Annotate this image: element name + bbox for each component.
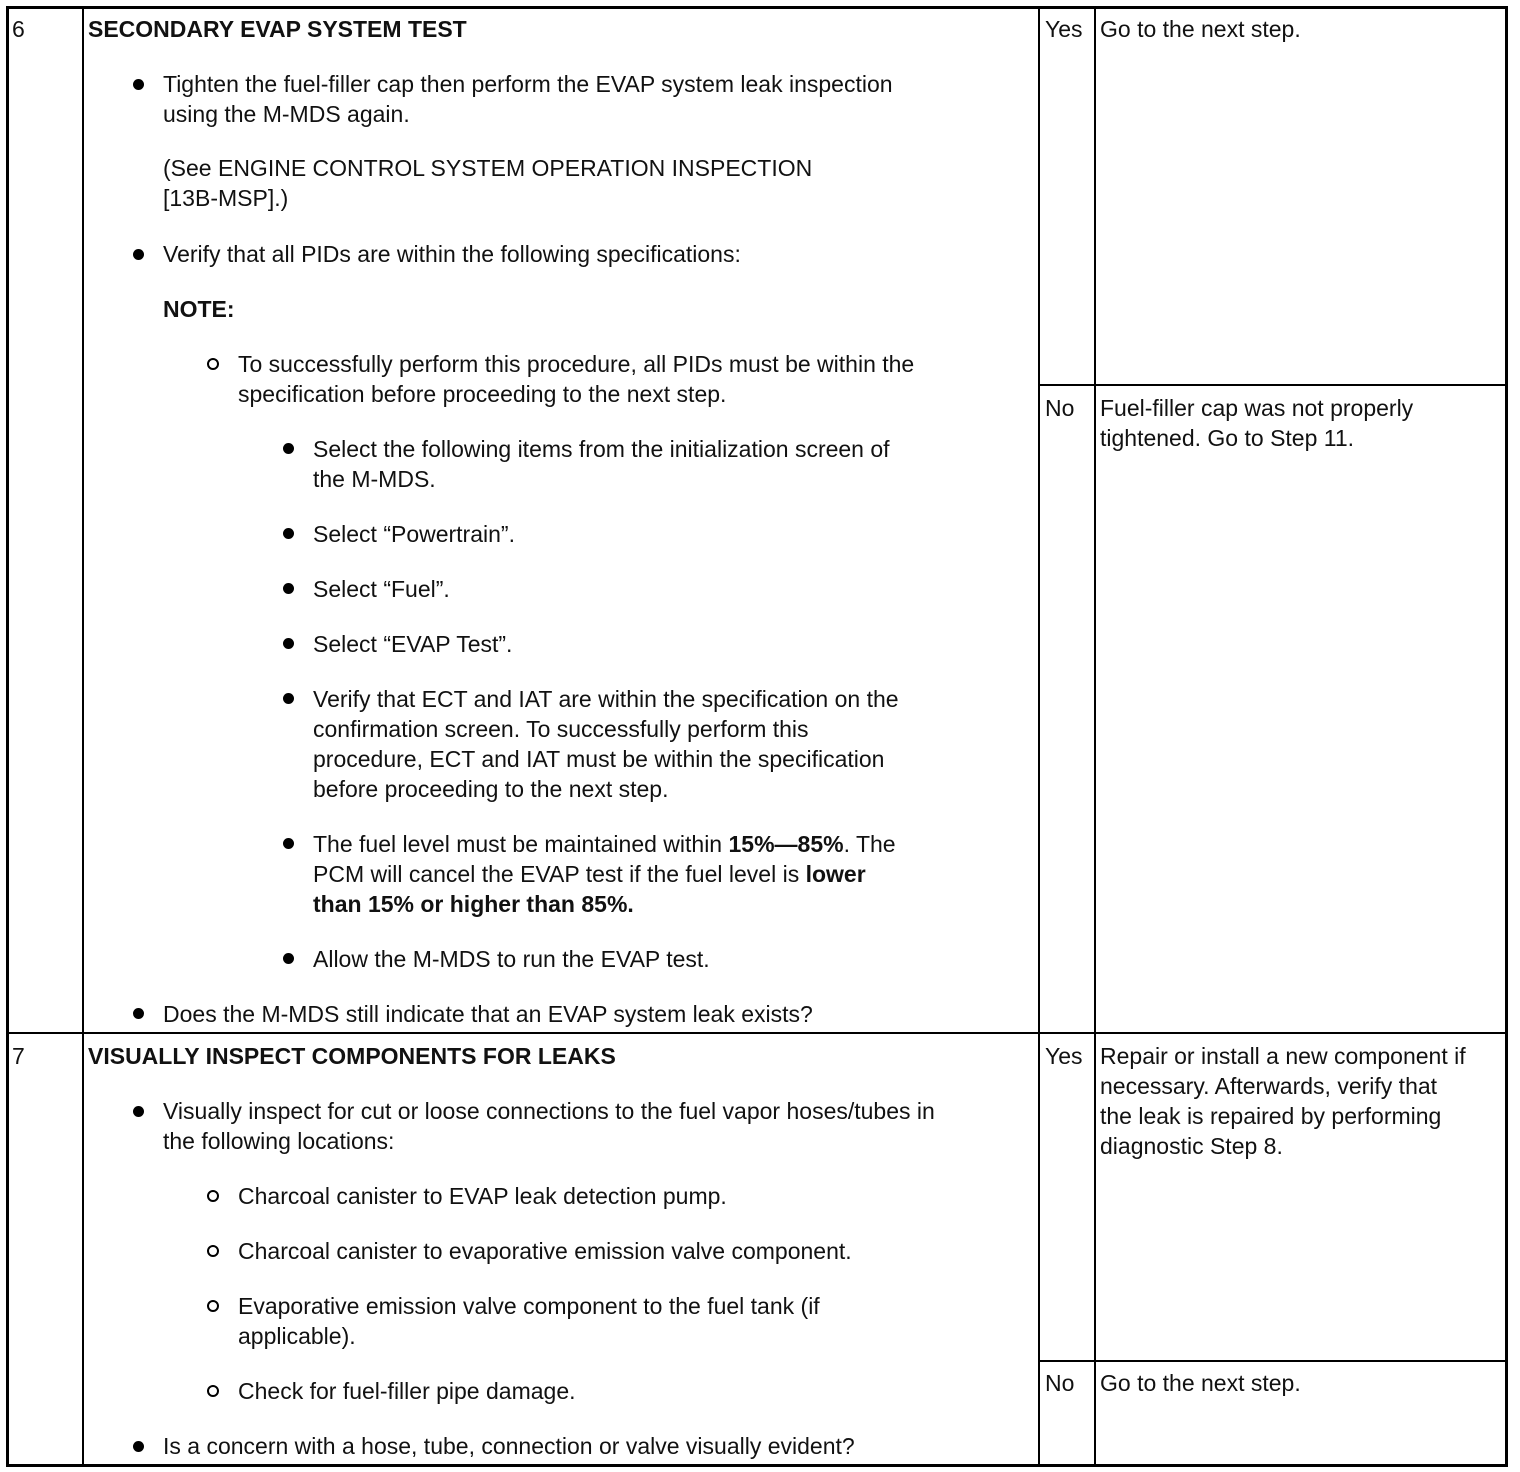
- sub-step: procedure, ECT and IAT must be within the specification: [313, 746, 885, 772]
- bullet-icon: [283, 953, 294, 964]
- action-yes: necessary. Afterwards, verify that: [1100, 1073, 1438, 1099]
- action-yes: Go to the next step.: [1100, 16, 1301, 42]
- sub-step-text: . The: [843, 831, 896, 857]
- bullet-icon: [283, 583, 294, 594]
- bullet-icon: [283, 693, 294, 704]
- answer-yes: Yes: [1045, 16, 1083, 42]
- row-divider-step7: [6, 1032, 1508, 1034]
- sub-step: before proceeding to the next step.: [313, 776, 669, 802]
- sub-bullet-icon: [207, 1190, 219, 1202]
- sub-bullet-icon: [207, 1300, 219, 1312]
- note-text: specification before proceeding to the next step.: [238, 381, 727, 407]
- action-no: Fuel-filler cap was not properly: [1100, 395, 1414, 421]
- sub-step: Allow the M-MDS to run the EVAP test.: [313, 946, 710, 972]
- sub-step: Select the following items from the initialization screen of: [313, 436, 890, 462]
- answer-no: No: [1045, 1370, 1075, 1396]
- action-yes: Repair or install a new component if: [1100, 1043, 1466, 1069]
- note-text: To successfully perform this procedure, all PIDs must be within the: [238, 351, 915, 377]
- action-no: tightened. Go to Step 11.: [1100, 425, 1355, 451]
- inspection-location: Charcoal canister to evaporative emission valve component.: [238, 1238, 852, 1264]
- step-instruction: Visually inspect for cut or loose connections to the fuel vapor hoses/tubes in: [163, 1098, 935, 1124]
- column-divider-number: [82, 6, 84, 1467]
- inspection-location: Charcoal canister to EVAP leak detection pump.: [238, 1183, 727, 1209]
- step-instruction: Verify that all PIDs are within the following specifications:: [163, 241, 741, 267]
- sub-step: Select “EVAP Test”.: [313, 631, 513, 657]
- step-title: SECONDARY EVAP SYSTEM TEST: [88, 16, 467, 42]
- bullet-icon: [283, 638, 294, 649]
- sub-bullet-icon: [207, 1385, 219, 1397]
- table-border-left: [6, 6, 9, 1467]
- reference-note: (See ENGINE CONTROL SYSTEM OPERATION INSPECTION: [163, 155, 813, 181]
- bullet-icon: [283, 443, 294, 454]
- step-question: Does the M-MDS still indicate that an EVAP system leak exists?: [163, 1001, 813, 1027]
- inspection-location: applicable).: [238, 1323, 356, 1349]
- bullet-icon: [133, 79, 144, 90]
- emphasis-text: lower: [805, 861, 866, 887]
- note-heading: NOTE:: [163, 296, 235, 322]
- fuel-range-spec: 15%—85%: [728, 831, 844, 857]
- sub-bullet-icon: [207, 358, 219, 370]
- sub-step: [313, 859, 866, 889]
- answer-yes: Yes: [1045, 1043, 1083, 1069]
- action-yes: the leak is repaired by performing: [1100, 1103, 1442, 1129]
- bullet-icon: [133, 1106, 144, 1117]
- step-number: 6: [12, 16, 25, 42]
- sub-step: Select “Fuel”.: [313, 576, 450, 602]
- column-divider-answer: [1038, 6, 1040, 1467]
- action-no: Go to the next step.: [1100, 1370, 1301, 1396]
- reference-note: [13B-MSP].): [163, 185, 289, 211]
- step-number: 7: [12, 1043, 25, 1069]
- sub-step: confirmation screen. To successfully perform this: [313, 716, 809, 742]
- sub-bullet-icon: [207, 1245, 219, 1257]
- bullet-icon: [133, 249, 144, 260]
- step-title: VISUALLY INSPECT COMPONENTS FOR LEAKS: [88, 1043, 616, 1069]
- table-border-bottom: [6, 1464, 1508, 1467]
- row-divider-step7-no: [1038, 1360, 1508, 1362]
- inspection-location: Check for fuel-filler pipe damage.: [238, 1378, 576, 1404]
- table-border-top: [6, 6, 1508, 9]
- step-instruction: Tighten the fuel-filler cap then perform the EVAP system leak inspection: [163, 71, 893, 97]
- row-divider-step6-no: [1038, 384, 1508, 386]
- step-question: Is a concern with a hose, tube, connection or valve visually evident?: [163, 1433, 855, 1459]
- step-instruction: using the M-MDS again.: [163, 101, 410, 127]
- sub-step: Verify that ECT and IAT are within the specification on the: [313, 686, 899, 712]
- bullet-icon: [133, 1441, 144, 1452]
- step-instruction: the following locations:: [163, 1128, 395, 1154]
- sub-step: [313, 829, 896, 859]
- column-divider-action: [1094, 6, 1096, 1467]
- inspection-location: Evaporative emission valve component to the fuel tank (if: [238, 1293, 820, 1319]
- sub-step: the M-MDS.: [313, 466, 436, 492]
- sub-step: Select “Powertrain”.: [313, 521, 515, 547]
- emphasis-text: than 15% or higher than 85%.: [313, 891, 634, 917]
- bullet-icon: [283, 838, 294, 849]
- action-yes: diagnostic Step 8.: [1100, 1133, 1283, 1159]
- table-border-right: [1505, 6, 1508, 1467]
- sub-step-text: PCM will cancel the EVAP test if the fuel level is: [313, 861, 806, 887]
- sub-step-text: The fuel level must be maintained within: [313, 831, 729, 857]
- answer-no: No: [1045, 395, 1075, 421]
- bullet-icon: [283, 528, 294, 539]
- bullet-icon: [133, 1008, 144, 1019]
